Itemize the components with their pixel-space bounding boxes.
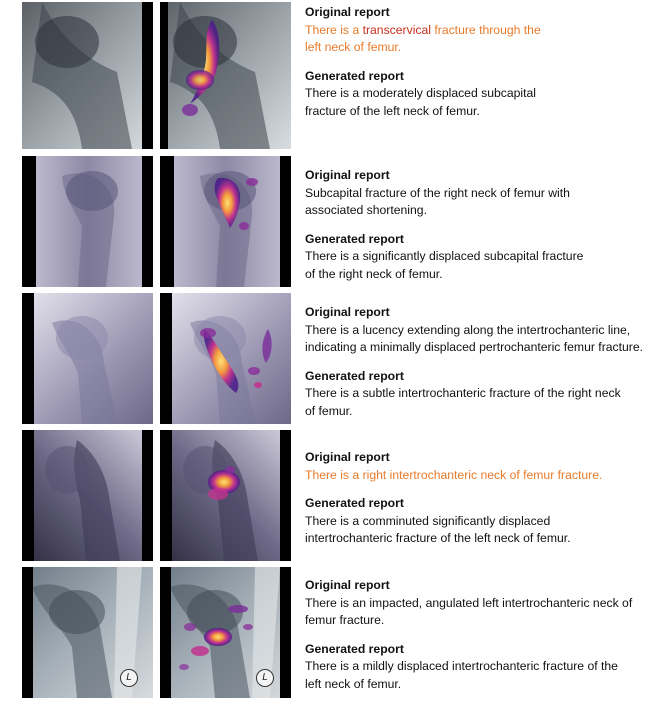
original-report-text: There is a lucency extending along the intertrochanteric line, indicating a minimally displaced pertrochanteric femur fracture. (305, 322, 644, 354)
report-text-1 (305, 4, 650, 120)
original-report-heading: Original report (305, 578, 390, 592)
generated-report-text: There is a comminuted significantly displaced intertrochanteric fracture of the left neck of femur. (305, 513, 571, 545)
heatmap-overlay-image-2 (160, 156, 291, 287)
report-text-3 (305, 304, 650, 420)
generated-report-text: There is a moderately displaced subcapital fracture of the left neck of femur. (305, 86, 537, 118)
heatmap-overlay-image-5 (160, 567, 291, 698)
generated-report-heading: Generated report (305, 496, 404, 510)
heatmap-overlay-image-1 (160, 2, 291, 149)
original-report-heading: Original report (305, 5, 390, 19)
xray-image-1 (22, 2, 153, 149)
original-report-text: There is a transcervical fracture through the left neck of femur. (305, 22, 541, 54)
xray-image-2 (22, 156, 153, 287)
generated-report-heading: Generated report (305, 368, 404, 383)
generated-report-text: There is a subtle intertrochanteric fracture of the right neck of femur. (305, 386, 621, 418)
report-text-2 (305, 167, 650, 283)
xray-image-4 (22, 430, 153, 561)
highlighted-term: transcervical (362, 22, 431, 37)
xray-image-3 (22, 293, 153, 424)
original-report-heading: Original report (305, 305, 390, 319)
generated-report-heading: Generated report (305, 231, 404, 246)
original-report-text: There is a right intertrochanteric neck of femur fracture. (305, 467, 603, 482)
original-report-heading: Original report (305, 168, 390, 182)
side-marker-l: L (256, 669, 274, 687)
generated-report-text: There is a mildly displaced intertrochanteric fracture of the left neck of femur. (305, 659, 618, 691)
heatmap-overlay-image-3 (160, 293, 291, 424)
xray-image-5 (22, 567, 153, 698)
generated-report-text: There is a significantly displaced subcapital fracture of the right neck of femur. (305, 249, 584, 281)
side-marker-l: L (120, 669, 138, 687)
original-report-text: There is an impacted, angulated left intertrochanteric neck of femur fracture. (305, 595, 633, 627)
original-report-heading: Original report (305, 450, 390, 464)
report-text-4 (305, 449, 650, 548)
generated-report-heading: Generated report (305, 68, 404, 83)
heatmap-overlay-image-4 (160, 430, 291, 561)
report-text-5 (305, 577, 650, 693)
generated-report-heading: Generated report (305, 641, 404, 656)
original-report-text: Subcapital fracture of the right neck of femur with associated shortening. (305, 185, 570, 217)
